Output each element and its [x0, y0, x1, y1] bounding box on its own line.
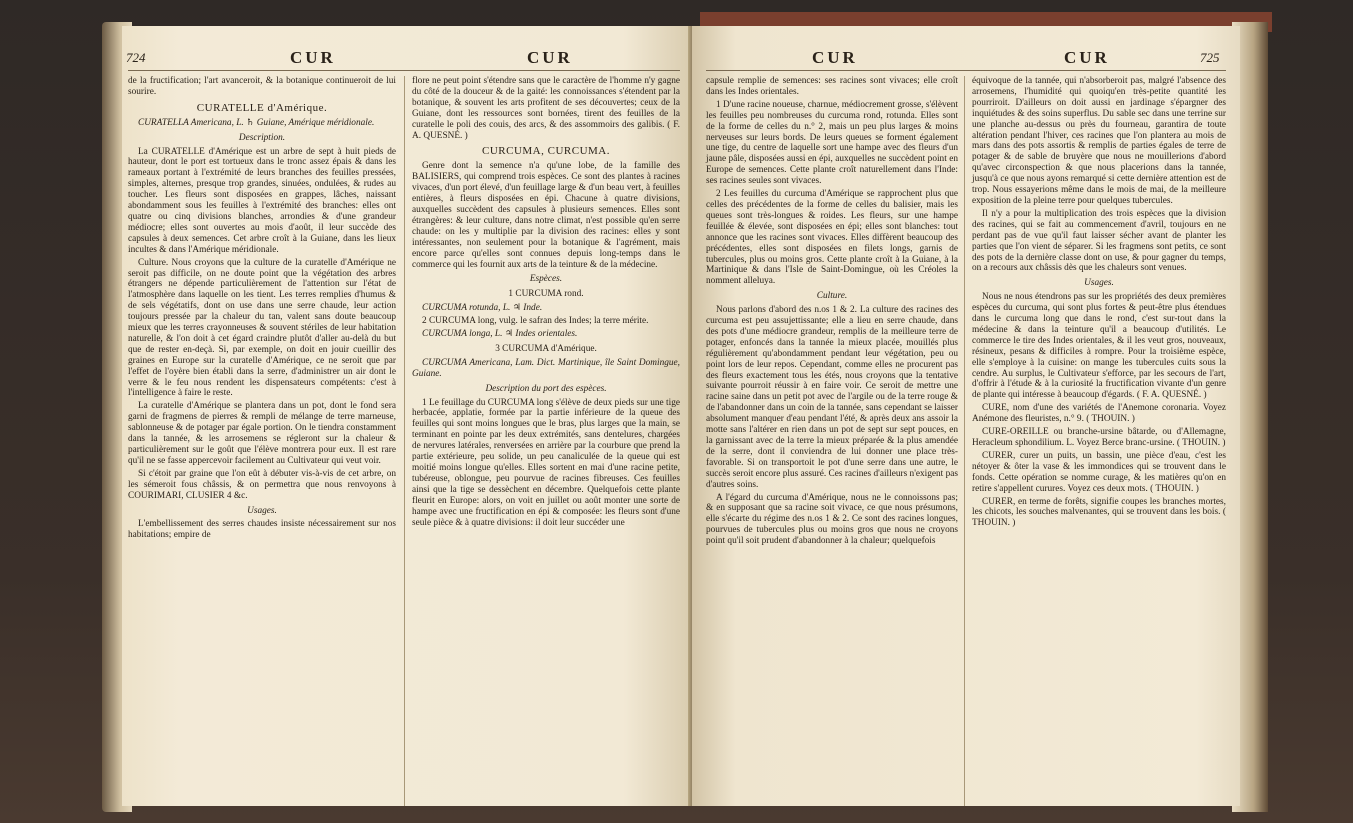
paragraph: 1 Le feuillage du CURCUMA long s'élève de deux pieds sur une tige herbacée, applatie, formée par la partie inférieure de la queue des feuilles qui sont moins longues que le bras, plus larges que la main, se terminant en pointe par les deux extrémités, sans dentelures, chargées de nervures latérales, renversées en arrière par la courbure que prend la partie extérieure, peu solide, un peu canaliculée de la queue qui est moitié moins longue qu'elles. Elles sortent en mai d'une racine petite, tubéreuse, oblongue, peu pourvue de racines fibreuses. Ces feuilles ainsi que la tige se dessèchent en décembre. Quelquefois cette plante fleurit en Europe: alors, on voit en juillet ou août monter une sorte de hampe avec une fructification en épi & composée: les fleurs sont d'une seule pièce & à quatre divisions: il doit leur succéder une: [412, 397, 680, 528]
column-left: [706, 76, 958, 549]
paragraph: flore ne peut point s'étendre sans que le caractère de l'homme n'y gagne du côté de la douceur & de la gaité: les connoissances s'étendent par la botanique, & souvent les arts profitent de ses découvertes; ceux de la Guiane, dont les ressources sont bornées, tirent des feuilles de la curatelle le poli des couis, des arcs, & des assommoirs des galibis. ( F. A. QUESNÉ. ): [412, 76, 680, 141]
subheading: Culture.: [816, 291, 848, 302]
paragraph: CURE-OREILLE ou branche-ursine bâtarde, ou d'Allemagne, Heracleum sphondilium. L. Voyez Berce branc-ursine. ( THOUIN. ): [972, 427, 1226, 448]
paragraph: L'embellissement des serres chaudes insiste nécessairement sur nos habitations; empire de: [128, 519, 396, 541]
header-rule: [706, 70, 1226, 71]
running-head: CUR: [527, 48, 573, 67]
paragraph: Culture. Nous croyons que la culture de la curatelle d'Amérique ne seroit pas difficile, on ne doute point que la végétation des arbres étrangers ne dépende particulièrement de l'attention sur l'état de l'atmosphère dans laquelle on les tient. Les terres remplies d'humus & de sels végétatifs, dont on use dans une serre chaude, leur action toujours pressée par la chaleur du tan, valent sans doute beaucoup mieux que les terres crayonneuses & souvent stériles de leur habitation naturelle, & l'on doit à cet égard craindre plutôt d'aller au-delà du but que de rester en-deçà. Si, par exemple, on doit en jouir cueillir des graines en Europe sur la curatelle d'Amérique, ce ne seroit que par l'effet de l'oyère bien établi dans la serre, d'administrer un air dont le verre & le feu nous rendent les dispensateurs compétents: c'est à l'intelligence à faire le reste.: [128, 257, 396, 399]
paragraph: 1 D'une racine noueuse, charnue, médiocrement grosse, s'élèvent les feuilles peu nombreuses du curcuma rond, rotunda. Elles sont de la forme de celles du n.° 2, mais un peu plus larges & moins nerveuses sur leurs bords. De leurs queues se forment également une tige, du centre de laquelle sort une hampe avec des fleurs d'un jaune pâle, disposées aussi en épi, auxquelles ne succèdent point en Europe de semences. Cette plante croît naturellement dans l'Inde: ses racines seules sont vivaces.: [706, 99, 958, 187]
column-right: [972, 76, 1226, 531]
paragraph: Nous parlons d'abord des n.os 1 & 2. La culture des racines des curcuma est peu assujettissante; elle a lieu en serre chaude, dans des pots d'une médiocre grandeur, remplis de la meilleure terre de potager, enfoncés dans la tannée la mieux placée, mouillés plus régulièrement qu'abondamment pendant leur végétation, peu ou point lors de leur repos. Cependant, comme elles ne procurent pas des fleurs exactement tous les étés, nous croyons que la tentative suivante pourroit réussir à en faire voir. Ce seroit de mettre une racine saine dans un petit pot avec de l'argile ou de la terre rouge & de l'abandonner dans un coin de la tannée, sans cependant se laisser absolument manquer d'eau pendant l'été, & après deux ans assoir la motte sans l'altérer en rien dans un pot de sept sur sept pouces, en la garnissant avec de la terre la mieux préparée & la plus amendée de la serre, dont il conviendra de lui donner une place très-favorable. Si on transportoit le pot d'une serre dans une autre, le succès seroit encore plus assuré. Ces racines d'ailleurs n'exigent pas d'autres soins.: [706, 305, 958, 490]
column-rule: [964, 76, 965, 806]
paragraph: capsule remplie de semences: ses racines sont vivaces; elle croît dans les Indes orientales.: [706, 76, 958, 97]
paragraph: La CURATELLE d'Amérique est un arbre de sept à huit pieds de hauteur, dont le port est tortueux dans le tronc assez épais & dans les rameaux portant à l'extrémité de leurs branches des feuilles pressées, simples, alternes, presque trop grandes, sinuées, ondulées, & rudes au toucher. Les fleurs sont disposées en grappes, lâches, naissant abondamment sous les feuilles à l'extrémité des branches: elles ont quatre ou cinq divisions blanches, arrondies & d'une grandeur médiocre; elles sont ouvertes au mois d'août, il leur succède des capsules à deux semences. Cet arbre croît à la Guiane, dans les lieux incultes & dans l'Amérique méridionale.: [128, 146, 396, 255]
paragraph: CURE, nom d'une des variétés de l'Anemone coronaria. Voyez Anémone des fleuristes, n.° 9. ( THOUIN. ): [972, 403, 1226, 425]
species-name: 3 CURCUMA d'Amérique.: [495, 343, 597, 354]
column-left: [128, 76, 396, 543]
column-right: [412, 76, 680, 530]
paragraph: Nous ne nous étendrons pas sur les propriétés des deux premières espèces du curcuma, qui sont plus fortes & peut-être plus étendues dans le curcuma long que dans le rond, c'est sur-tout dans la médecine & dans la teinture qu'il a beaucoup d'utilités. Le commerce le tire des Indes orientales, & il les veut gros, nouveaux, résineux, pesans & difficiles à rompre. Pour la troisième espèce, elle s'employe à la cuisine: on mange les tubercules cuits sous la cendre. Au surplus, le Cultivateur s'efforce, par les secours de l'art, d'offrir à l'étude & à la curiosité la fructification vivante d'un genre de plante qui intéresse à beaucoup d'égards. ( F. A. QUESNÉ. ): [972, 292, 1226, 401]
paragraph: Genre dont la semence n'a qu'une lobe, de la famille des BALISIERS, qui comprend trois espèces. Ce sont des plantes à racines vivaces, d'un port élevé, d'un feuillage large & d'un beau vert, à feuilles entières, à fleurs disposées en épi. Chacune à quatre divisions, auxquelles succèdent des capsules à plusieurs semences. Elles sont étrangères: & leur culture, dans notre climat, n'est possible qu'en serre chaude: on les y multiplie par la division des racines: elles y sont intéressantes, non seulement pour la botanique & l'agrément, mais encore parce qu'elles sont connues depuis long-temps dans le commerce qui les fournit aux arts de la teinture & de la médecine.: [412, 161, 680, 270]
paragraph: Si c'étoit par graine que l'on eût à débuter vis-à-vis de cet arbre, on les sémeroit fous châssis, & on permettra que nous renvoyons à COURIMARI, CLUSIER 4 &c.: [128, 468, 396, 501]
subheading: Usages.: [247, 505, 277, 516]
page-number: 725: [1200, 50, 1220, 65]
paragraph: La curatelle d'Amérique se plantera dans un pot, dont le fond sera garni de fragmens de pierres & rempli de mélange de terre marneuse, sablonneuse & de potager par égale portion. On le tiendra constamment dans la tannée, & les arrosemens se régleront sur la chaleur & particulièrement sur le goût que l'élève montrera pour eux. Il est rare qu'il ne se fasse appercevoir facilement au Cultivateur qui veut voir.: [128, 401, 396, 466]
right-page: [692, 26, 1240, 806]
running-head: CUR: [812, 48, 858, 67]
header-rule: [128, 70, 680, 71]
species-detail: CURCUMA Americana, Lam. Dict. Martinique, île Saint Domingue, Guiane.: [412, 357, 680, 379]
running-head: CUR: [290, 48, 336, 67]
paragraph: de la fructification; l'art avanceroit, & la botanique continueroit de lui sourire.: [128, 76, 396, 97]
column-rule: [404, 76, 405, 806]
subheading: Description.: [238, 132, 286, 143]
species-name: 1 CURCUMA rond.: [508, 289, 584, 300]
left-page: [122, 26, 692, 806]
subheading: Description du port des espèces.: [485, 383, 607, 394]
paragraph: CURER, curer un puits, un bassin, une pièce d'eau, c'est les nétoyer & ôter la vase & les immondices qui se trouvent dans le fonds. Cette opération se nomme curage, & les matières qu'on en retire s'appellent curures. Voyez ces deux mots. ( THOUIN. ): [972, 450, 1226, 494]
subheading: Usages.: [1084, 278, 1114, 289]
species-detail: CURCUMA longa, L. ♃ Indes orientales.: [422, 329, 578, 340]
species-detail: CURCUMA rotunda, L. ♃ Inde.: [422, 303, 543, 314]
paragraph: CURATELLA Americana, L. ♄ Guiane, Amérique méridionale.: [138, 117, 375, 128]
section-heading: CURCUMA, CURCUMA.: [482, 145, 610, 158]
paragraph: A l'égard du curcuma d'Amérique, nous ne le connoissons pas; & en supposant que sa racine soit vivace, ce que nous présumons, elle s'écarte du régime des n.os 1 & 2. Ce sont des racines longues, pourvues de tubercules plus ou moins gros que nous ne croyons point qu'il soit prudent d'abandonner à la chaleur; quelquefois: [706, 492, 958, 547]
paragraph: CURER, en terme de forêts, signifie coupes les branches mortes, les chicots, les souches malvenantes, qui se trouvent dans les bois. ( THOUIN. ): [972, 496, 1226, 529]
page-number: 724: [126, 50, 146, 65]
running-head: CUR: [1064, 48, 1110, 67]
subheading: Espèces.: [529, 274, 563, 285]
paragraph: 2 Les feuilles du curcuma d'Amérique se rapprochent plus que celles des précédentes de la forme de celles du balisier, mais les queues sont très-longues & roides. Les fleurs, sur une hampe feuillée & élevée, sont disposées en épi; elles sont blanches: tout annonce que les racines sont vivaces. Elles diffèrent beaucoup des précédentes, elles sont disposées en filets longs, garnis de tubercules, plus ou moins gros. Cette plante croît à la Guiane, à la Martinique & dans l'Isle de Saint-Domingue, où les Créoles la nomment alleluya.: [706, 189, 958, 287]
paragraph: équivoque de la tannée, qui n'absorberoit pas, malgré l'absence des arrosemens, l'humidité qui quoiqu'en très-petite quantité les pourriroit. D'ailleurs on doit aussi en jardinage s'épargner des inquiétudes & des soins superflus. Du sable sec dans une terrine sur une planche au-dessus ou près du fourneau, garantira de toute altération pendant l'hiver, ces racines que l'on plantera au mois de mars dans des pots assortis & remplis de parties égales de terre de potager & de sable de bruyère que nous ne mouillerions d'abord qu'avec circonspection & que nous placerions dans la tannée, jusqu'à ce que nous ayons remarqué si cette dernière attention est de trop. Nous essayerions même dans le mois de mai, de la meilleure exposition de la pleine terre pour quelques tubercules.: [972, 76, 1226, 206]
paragraph: Il n'y a pour la multiplication des trois espèces que la division des racines, qui se fait au commencement d'avril, toujours en ne perdant pas de vue qu'il faut laisser sécher avant de planter les parties que l'on vient de séparer. Si les fragmens sont petits, ce sont des pots de la dernière classe dont on use, & pour gagner du temps, on a recours aux châssis dès que les chaleurs sont venues.: [972, 208, 1226, 274]
section-heading: CURATELLE d'Amérique.: [196, 101, 328, 114]
species-name: 2 CURCUMA long, vulg. le safran des Indes; la terre mérite.: [422, 316, 649, 327]
